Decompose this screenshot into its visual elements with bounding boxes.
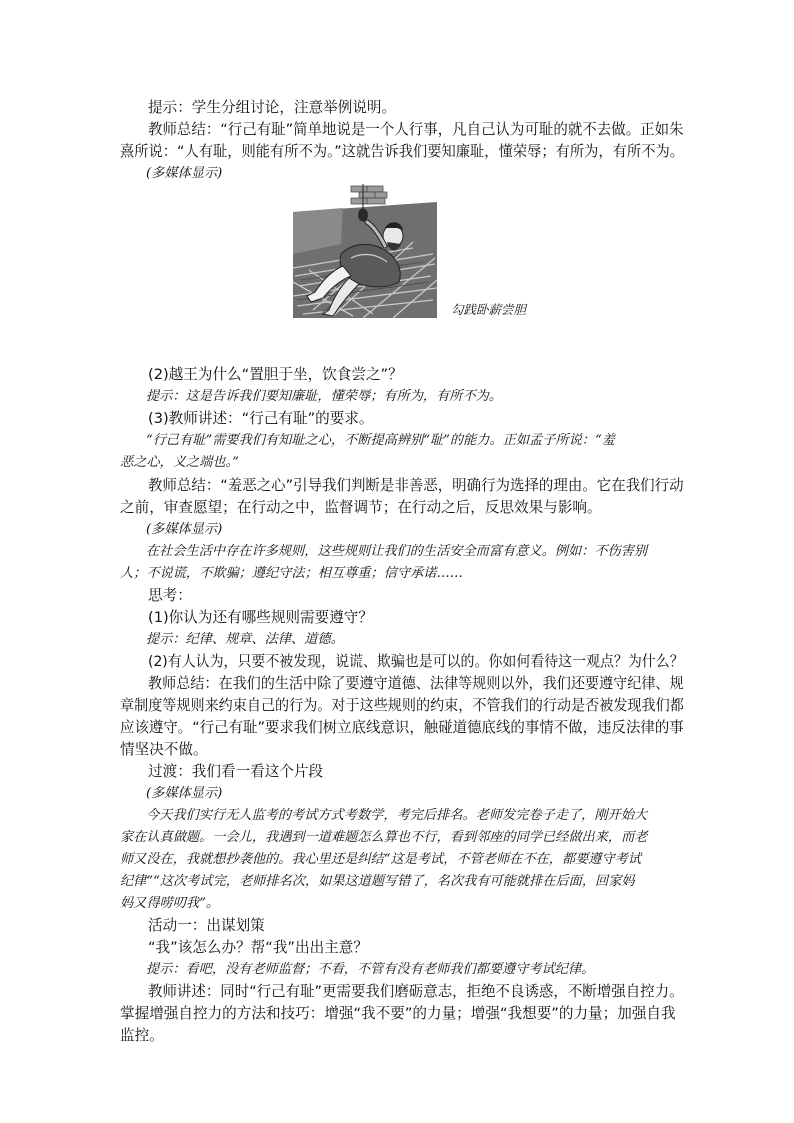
text-line: 人；不说谎，不欺骗；遵纪守法；相互尊重；信守承诺…… bbox=[120, 566, 463, 581]
text-line: 提示：这是告诉我们要知廉耻，懂荣辱；有所为，有所不为。 bbox=[146, 389, 503, 404]
text-line: (2)有人认为，只要不被发现，说谎、欺骗也是可以的。你如何看待这一观点？为什么？ bbox=[148, 653, 684, 670]
goujian-illustration bbox=[293, 184, 437, 318]
text-line: 恶之心，义之端也。” bbox=[120, 455, 239, 470]
text-line: “我”该怎么办？帮“我”出出主意？ bbox=[148, 939, 368, 956]
text-line: 提示：看吧，没有老师监督；不看，不管有没有老师我们都要遵守考试纪律。 bbox=[146, 962, 595, 977]
text-line: 教师总结：“行己有耻”简单地说是一个人行事，凡自己认为可耻的就不去做。正如朱 bbox=[148, 121, 684, 138]
text-line: 教师总结：在我们的生活中除了要遵守道德、法律等规则以外，我们还要遵守纪律、规 bbox=[148, 675, 684, 692]
text-line: 教师讲述：同时“行己有耻”更需要我们磨砺意志，拒绝不良诱惑，不断增强自控力。 bbox=[148, 983, 684, 1000]
text-line: 在社会生活中存在许多规则，这些规则让我们的生活安全而富有意义。例如：不伤害别 bbox=[146, 544, 648, 559]
text-line: 家在认真做题。一会儿，我遇到一道难题怎么算也不行，看到邻座的同学已经做出来，而老 bbox=[120, 830, 648, 845]
text-line: 纪律”“这次考试完，老师排名次，如果这道题写错了，名次我有可能就排在后面，回家妈 bbox=[120, 874, 635, 889]
text-line: (1)你认为还有哪些规则需要遵守？ bbox=[148, 609, 373, 626]
text-line: 妈又得唠叨我”。 bbox=[120, 896, 220, 911]
text-line: 熹所说：“人有耻，则能有所不为。”这就告诉我们要知廉耻，懂荣辱；有所为，有所不为。 bbox=[120, 143, 685, 160]
text-line: 思考： bbox=[148, 587, 192, 604]
text-line: 监控。 bbox=[120, 1027, 164, 1044]
text-line: 过渡：我们看一看这个片段 bbox=[148, 763, 324, 780]
text-line: 教师总结：“羞恶之心”引导我们判断是非善恶，明确行为选择的理由。它在我们行动 bbox=[148, 477, 684, 494]
text-line: (多媒体显示) bbox=[146, 522, 223, 537]
text-line: 应该遵守。“行己有耻”要求我们树立底线意识，触碰道德底线的事情不做，违反法律的事 bbox=[120, 719, 684, 736]
text-line: (多媒体显示) bbox=[146, 786, 223, 801]
figure-caption: 勾践卧薪尝胆 bbox=[451, 302, 527, 317]
text-line: “行己有耻”需要我们有知耻之心，不断提高辨别“耻”的能力。正如孟子所说：“羞 bbox=[146, 433, 615, 448]
text-line: (多媒体显示) bbox=[146, 166, 223, 181]
text-line: 提示：纪律、规章、法律、道德。 bbox=[146, 632, 344, 647]
text-line: 章制度等规则来约束自己的行为。对于这些规则的约束，不管我们的行动是否被发现我们都 bbox=[120, 697, 684, 714]
text-line: (2)越王为什么“置胆于坐，饮食尝之”？ bbox=[148, 366, 403, 383]
text-line: 提示：学生分组讨论，注意举例说明。 bbox=[148, 99, 397, 116]
text-line: 情坚决不做。 bbox=[120, 741, 208, 758]
text-line: 掌握增强自控力的方法和技巧：增强“我不要”的力量；增强“我想要”的力量；加强自我 bbox=[120, 1005, 676, 1022]
text-line: 今天我们实行无人监考的考试方式考数学，考完后排名。老师发完卷子走了，刚开始大 bbox=[146, 808, 648, 823]
text-line: 之前，审查愿望；在行动之中，监督调节；在行动之后，反思效果与影响。 bbox=[120, 499, 602, 516]
text-line: 活动一：出谋划策 bbox=[148, 917, 265, 934]
text-line: 师又没在，我就想抄袭他的。我心里还是纠结“这是考试，不管老师在不在，都要遵守考试 bbox=[120, 852, 642, 867]
text-line: (3)教师讲述：“行己有耻”的要求。 bbox=[148, 410, 374, 427]
